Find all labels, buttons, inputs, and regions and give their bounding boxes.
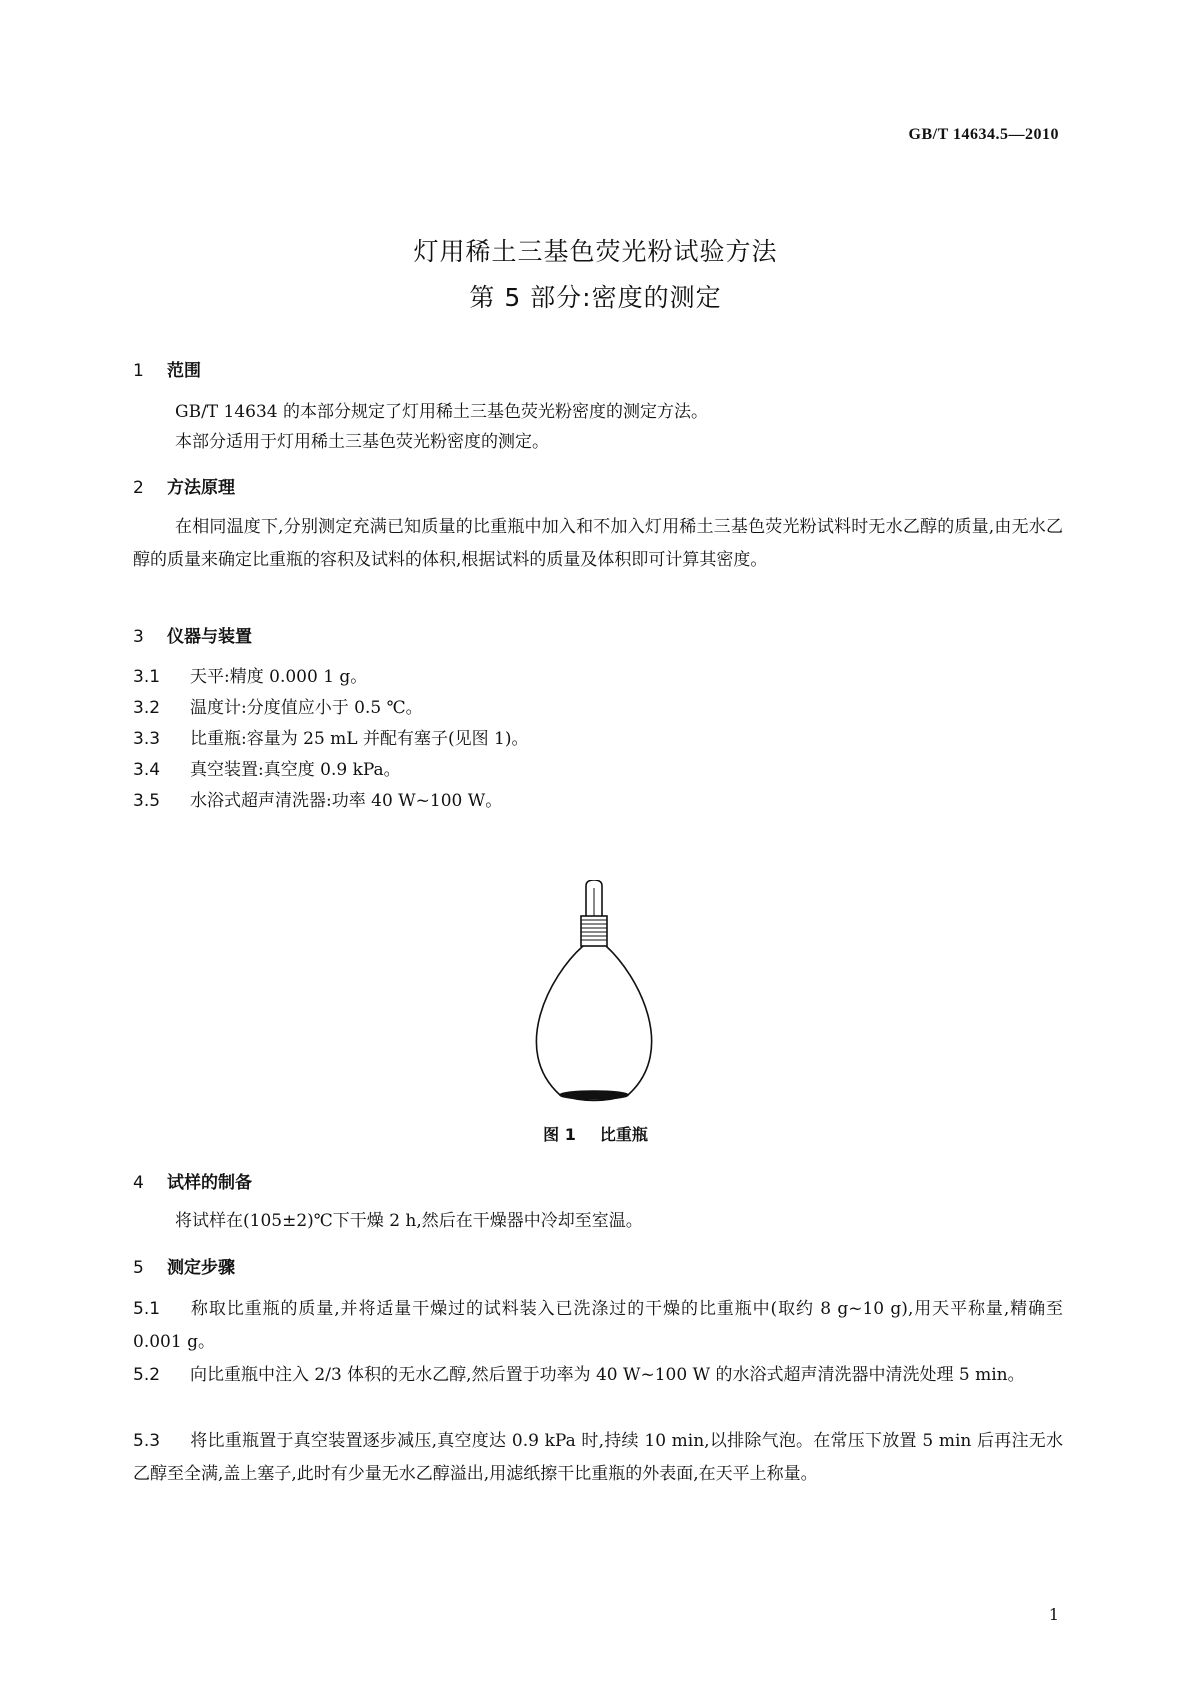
apparatus-item — [133, 754, 1063, 787]
clause-number: 3.1 — [133, 667, 161, 687]
apparatus-item — [133, 661, 1063, 694]
scope-paragraph-1: GB/T 14634 的本部分规定了灯用稀土三基色荧光粉密度的测定方法。 — [175, 402, 709, 422]
clause-number: 3.5 — [133, 791, 161, 811]
clause-text: 称取比重瓶的质量,并将适量干燥过的试料装入已洗涤过的干燥的比重瓶中(取约 8 g~10 g),用天平称量,精确至 0.001 g。 — [133, 1299, 1063, 1352]
clause-text: 真空装置:真空度 0.9 kPa。 — [190, 760, 401, 780]
section-number: 1 — [133, 361, 144, 381]
clause-number: 5.3 — [133, 1431, 161, 1451]
flask-base — [560, 1091, 628, 1099]
clause-text: 天平:精度 0.000 1 g。 — [190, 667, 368, 687]
figure-label: 图 1 — [543, 1125, 576, 1144]
section-heading-apparatus — [133, 622, 252, 647]
ground-glass-joint — [581, 916, 607, 946]
section-heading-procedure — [133, 1253, 235, 1278]
section-heading-principle — [133, 473, 235, 498]
section-number: 3 — [133, 627, 144, 647]
section-number: 2 — [133, 478, 144, 498]
clause-number: 5.1 — [133, 1299, 161, 1319]
clause-text: 比重瓶:容量为 25 mL 并配有塞子(见图 1)。 — [190, 729, 529, 749]
procedure-step — [133, 1359, 1063, 1392]
clause-text: 温度计:分度值应小于 0.5 ℃。 — [190, 698, 423, 718]
clause-number: 3.4 — [133, 760, 161, 780]
clause-number: 3.3 — [133, 729, 161, 749]
document-title: 灯用稀土三基色荧光粉试验方法 — [413, 237, 778, 266]
section-number: 4 — [133, 1173, 144, 1193]
pycnometer-figure — [530, 880, 660, 1110]
sample-prep-paragraph: 将试样在(105±2)℃下干燥 2 h,然后在干燥器中冷却至室温。 — [175, 1211, 643, 1231]
clause-text: 将比重瓶置于真空装置逐步减压,真空度达 0.9 kPa 时,持续 10 min,以排除气泡。在常压下放置 5 min 后再注无水乙醇至全满,盖上塞子,此时有少量无水乙醇溢出,用滤纸擦干比重瓶的外表面,在天平上称量。 — [133, 1431, 1063, 1484]
figure-caption-text: 比重瓶 — [599, 1125, 648, 1144]
page-number: 1 — [1048, 1605, 1059, 1624]
section-title: 范围 — [167, 361, 201, 381]
section-title: 仪器与装置 — [167, 627, 252, 647]
apparatus-item — [133, 785, 1063, 818]
clause-number: 3.2 — [133, 698, 161, 718]
clause-text: 水浴式超声清洗器:功率 40 W~100 W。 — [190, 791, 503, 811]
flask-body — [536, 946, 651, 1101]
section-heading-sample-prep — [133, 1168, 252, 1193]
section-title: 测定步骤 — [167, 1258, 235, 1278]
section-heading-scope — [133, 356, 201, 381]
apparatus-item — [133, 692, 1063, 725]
section-title: 试样的制备 — [167, 1173, 252, 1193]
scope-paragraph-2: 本部分适用于灯用稀土三基色荧光粉密度的测定。 — [175, 432, 549, 452]
procedure-step — [133, 1425, 1063, 1491]
figure-caption — [0, 1122, 1191, 1145]
section-number: 5 — [133, 1258, 144, 1278]
clause-text: 向比重瓶中注入 2/3 体积的无水乙醇,然后置于功率为 40 W~100 W 的水浴式超声清洗器中清洗处理 5 min。 — [190, 1365, 1025, 1385]
procedure-step — [133, 1293, 1063, 1359]
document-subtitle: 第 5 部分:密度的测定 — [469, 283, 722, 312]
principle-paragraph: 在相同温度下,分别测定充满已知质量的比重瓶中加入和不加入灯用稀土三基色荧光粉试料时无水乙醇的质量,由无水乙醇的质量来确定比重瓶的容积及试料的体积,根据试料的质量及体积即可计算其密度。 — [133, 517, 1063, 570]
standard-code: GB/T 14634.5—2010 — [908, 126, 1059, 143]
section-title: 方法原理 — [167, 478, 235, 498]
clause-number: 5.2 — [133, 1365, 161, 1385]
apparatus-item — [133, 723, 1063, 756]
